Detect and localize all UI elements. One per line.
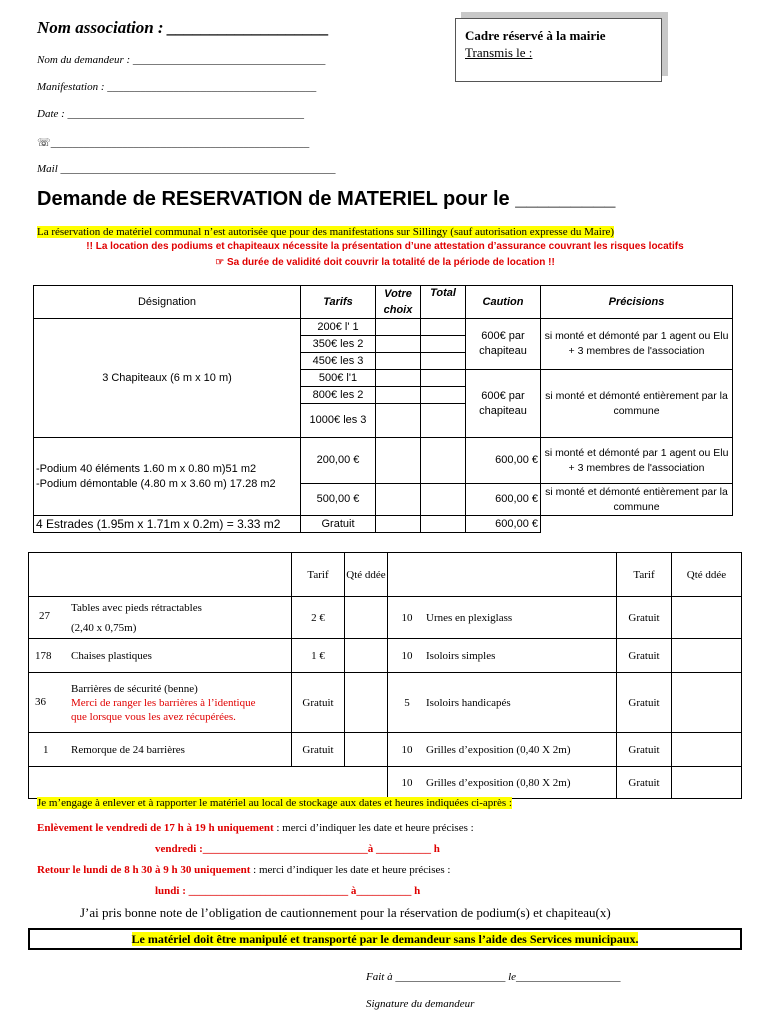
tarif-cell: 450€ les 3 [301, 353, 376, 370]
tarif-cell: Gratuit [301, 516, 376, 533]
qte-input[interactable] [345, 639, 388, 673]
estrades-designation: 4 Estrades (1.95m x 1.71m x 0.2m) = 3.33 m2 [34, 516, 301, 533]
choix-input[interactable] [376, 353, 421, 370]
tarif-cell: Gratuit [292, 733, 345, 767]
notice-line-2: !! La location des podiums et chapiteaux nécessite la présentation d’une attestation d’assurance couvrant les risques locatifs [86, 241, 684, 252]
col-caution: Caution [466, 286, 541, 319]
manipulation-notice: Le matériel doit être manipulé et transporté par le demandeur sans l’aide des Services municipaux. [131, 932, 639, 946]
tarif-cell: 800€ les 2 [301, 387, 376, 404]
mairie-reserved-box [455, 18, 662, 82]
qte-input[interactable] [672, 767, 742, 799]
choix-input[interactable] [376, 516, 421, 533]
manipulation-notice-box [28, 928, 742, 950]
tarif-cell: 500€ l'1 [301, 370, 376, 387]
phone-line: _______________________________________________ [50, 137, 310, 149]
total-input[interactable] [421, 370, 466, 387]
qte-input[interactable] [672, 733, 742, 767]
item-label: Grilles d’exposition (0,40 X 2m) [426, 743, 571, 756]
choix-input[interactable] [376, 438, 421, 484]
precision-cell: si monté et démonté entièrement par la commune [541, 484, 733, 516]
precision-cell: si monté et démonté entièrement par la commune [541, 370, 733, 438]
cadre-title: Cadre réservé à la mairie [465, 28, 606, 43]
table-row [29, 597, 742, 639]
qte-input[interactable] [345, 673, 388, 733]
lundi-field[interactable]: lundi : _____________________________ à__________ h [155, 885, 421, 897]
item-qty: 1 [43, 743, 49, 756]
tarif-cell: 500,00 € [301, 484, 376, 516]
tarif-cell: Gratuit [292, 673, 345, 733]
item-qty: 27 [39, 610, 50, 622]
table-header-row [34, 286, 733, 319]
demandeur-field[interactable]: Nom du demandeur : ___________________________________ [37, 54, 326, 66]
tarif-cell: 350€ les 2 [301, 336, 376, 353]
precision-cell: si monté et démonté par 1 agent ou Elu + 3 membres de l'association [541, 319, 733, 370]
item-sub: (2,40 x 0,75m) [71, 621, 137, 634]
tarif-cell: 200,00 € [301, 438, 376, 484]
manifestation-field[interactable]: Manifestation : ______________________________________ [37, 81, 317, 93]
item-qty: 10 [401, 776, 413, 789]
podium-line-2: -Podium démontable (4.80 m x 3.60 m) 17.28 m2 [36, 477, 276, 490]
notice-text-1: La réservation de matériel communal n’est autorisée que pour des manifestations sur Sillingy (sauf autorisation expresse du Maire) [37, 226, 615, 238]
phone-icon: ☏ [37, 137, 51, 149]
tarif-cell: 1000€ les 3 [301, 404, 376, 438]
col-qte: Qté ddée [345, 553, 388, 597]
col-tarif-right: Tarif [617, 553, 672, 597]
item-cell [388, 767, 617, 799]
tarif-cell: Gratuit [617, 767, 672, 799]
total-input[interactable] [421, 516, 466, 533]
item-label: Grilles d’exposition (0,80 X 2m) [426, 776, 571, 789]
page-title: Demande de RESERVATION de MATERIEL pour le _________ [37, 188, 616, 210]
tarif-cell: Gratuit [617, 673, 672, 733]
fait-a-field[interactable]: Fait à ____________________ le___________________ [366, 971, 621, 983]
total-input[interactable] [421, 404, 466, 438]
item-label: Remorque de 24 barrières [71, 743, 185, 756]
chapiteaux-designation: 3 Chapiteaux (6 m x 10 m) [34, 319, 301, 438]
caution-cell: 600€ par chapiteau [466, 370, 541, 438]
engagement-text: Je m’engage à enlever et à rapporter le matériel au local de stockage aux dates et heures indiquées ci-après : [37, 797, 512, 809]
tarif-cell: 1 € [292, 639, 345, 673]
caution-cell: 600,00 € [466, 516, 541, 533]
item-qty: 10 [401, 649, 413, 662]
engagement-line [37, 797, 512, 809]
enlevement-bold: Enlèvement le vendredi de 17 h à 19 h uniquement [37, 822, 274, 834]
transmis-label: Transmis le : [465, 45, 533, 60]
choix-input[interactable] [376, 336, 421, 353]
notice-line-3 [0, 257, 770, 268]
item-cell [29, 639, 292, 673]
table-header-row [29, 553, 742, 597]
caution-note: J’ai pris bonne note de l’obligation de cautionnement pour la réservation de podium(s) et chapiteau(x) [80, 905, 611, 920]
table-row [34, 516, 733, 533]
col-choix: Votre choix [376, 286, 421, 319]
vendredi-field[interactable]: vendredi :______________________________à __________ h [155, 843, 440, 855]
retour-rest: : merci d’indiquer les date et heure précises : [250, 864, 451, 876]
tarif-cell: Gratuit [617, 733, 672, 767]
table-row [29, 639, 742, 673]
retour-bold: Retour le lundi de 8 h 30 à 9 h 30 uniquement [37, 864, 251, 876]
col-designation: Désignation [34, 286, 301, 319]
item-cell [388, 733, 617, 767]
col-tarif: Tarif [292, 553, 345, 597]
tarif-cell: 2 € [292, 597, 345, 639]
caution-cell: 600,00 € [466, 484, 541, 516]
tarif-cell: 200€ l' 1 [301, 319, 376, 336]
item-cell [388, 673, 617, 733]
qte-input[interactable] [672, 639, 742, 673]
signature-label: Signature du demandeur [366, 998, 475, 1010]
item-label: Tables avec pieds rétractables [71, 601, 202, 614]
item-cell [29, 597, 292, 639]
podium-line-1: -Podium 40 éléments 1.60 m x 0.80 m)51 m2 [36, 462, 257, 475]
col-qte-right: Qté ddée [672, 553, 742, 597]
table-row [34, 438, 733, 484]
item-label: Isoloirs handicapés [426, 696, 511, 709]
empty-cell [29, 767, 388, 799]
col-precisions: Précisions [541, 286, 733, 319]
item-note: Merci de ranger les barrières à l’identique que lorsque vous les avez récupérées. [71, 696, 256, 723]
item-cell [29, 733, 292, 767]
mail-field[interactable]: Mail __________________________________________________ [37, 163, 336, 175]
item-cell [29, 673, 292, 733]
choix-input[interactable] [376, 387, 421, 404]
item-label: Chaises plastiques [71, 649, 152, 662]
podium-designation [34, 438, 301, 516]
enlevement-rest: : merci d’indiquer les date et heure précises : [273, 822, 474, 834]
table-row [29, 673, 742, 733]
table-row [34, 319, 733, 336]
pointing-hand-icon: ☞ [215, 257, 225, 268]
item-qty: 178 [35, 649, 52, 662]
item-qty: 10 [401, 611, 413, 624]
tarif-cell: Gratuit [617, 639, 672, 673]
item-qty: 5 [404, 696, 410, 709]
chapiteau-podium-table [33, 285, 733, 533]
total-input[interactable] [421, 484, 466, 516]
total-input[interactable] [421, 319, 466, 336]
qte-input[interactable] [672, 673, 742, 733]
total-input[interactable] [421, 387, 466, 404]
retour-line [37, 864, 450, 876]
total-input[interactable] [421, 438, 466, 484]
item-qty: 36 [35, 696, 46, 708]
item-cell [388, 597, 617, 639]
total-input[interactable] [421, 353, 466, 370]
qte-input[interactable] [345, 733, 388, 767]
notice-line-1 [37, 226, 614, 238]
caution-cell: 600,00 € [466, 438, 541, 484]
phone-field[interactable] [37, 136, 309, 149]
enlevement-line [37, 822, 474, 834]
association-name-line[interactable]: Nom association : ___________________ [37, 18, 330, 37]
item-label: Isoloirs simples [426, 649, 496, 662]
choix-input[interactable] [376, 370, 421, 387]
choix-input[interactable] [376, 319, 421, 336]
date-field[interactable]: Date : ___________________________________________ [37, 108, 305, 120]
total-input[interactable] [421, 336, 466, 353]
item-label: Urnes en plexiglass [426, 611, 513, 624]
item-cell [388, 639, 617, 673]
item-label: Barrières de sécurité (benne) [71, 682, 198, 695]
tarif-cell: Gratuit [617, 597, 672, 639]
table-row [29, 767, 742, 799]
notice-text-3: Sa durée de validité doit couvrir la totalité de la période de location !! [226, 257, 555, 268]
col-tarifs: Tarifs [301, 286, 376, 319]
item-qty: 10 [401, 743, 413, 756]
choix-input[interactable] [376, 484, 421, 516]
precision-cell: si monté et démonté par 1 agent ou Elu + 3 membres de l'association [541, 438, 733, 484]
table-row [29, 733, 742, 767]
qte-input[interactable] [672, 597, 742, 639]
caution-cell: 600€ par chapiteau [466, 319, 541, 370]
col-total: Total [421, 286, 466, 319]
qte-input[interactable] [345, 597, 388, 639]
choix-input[interactable] [376, 404, 421, 438]
materiel-table [28, 552, 742, 799]
